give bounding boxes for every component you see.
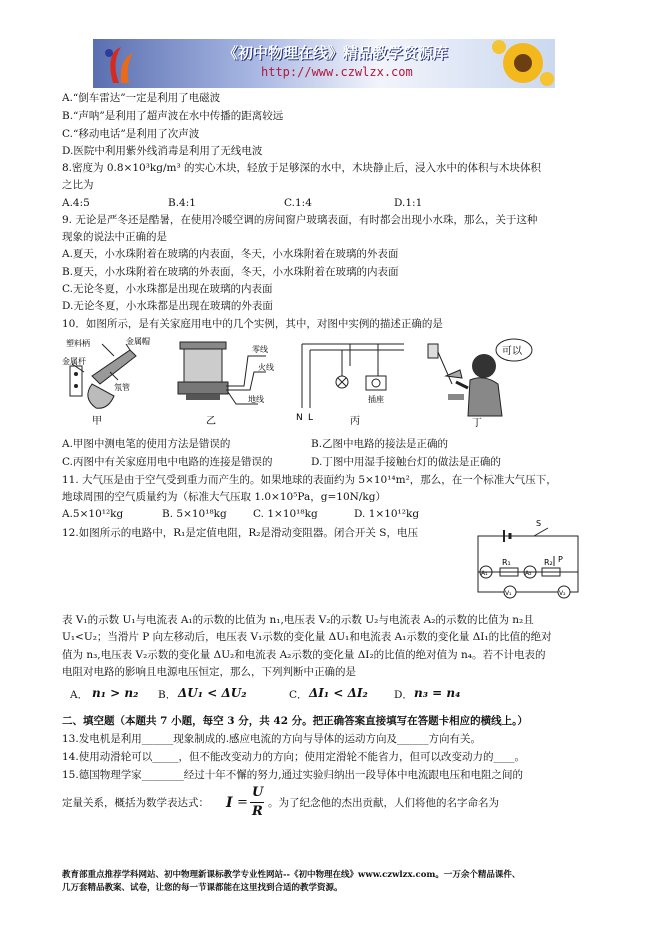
jia-label-neon: 氖管	[114, 383, 130, 392]
footer-line-2: 几万套精品教案、试卷，让您的每一节课都能在这里找到合适的教学资源。	[62, 883, 343, 893]
q7-option-b: B.“声呐”是利用了超声波在水中传播的距离较远	[62, 110, 284, 122]
yi-caption: 乙	[206, 416, 216, 426]
q13-stem: 13.发电机是利用______现象制成的.感应电流的方向与导体的运动方向及______方向有关。	[62, 733, 482, 745]
section-2-heading: 二、填空题（本题共 7 小题，每空 3 分，共 42 分。把正确答案直接填写在答题卡相应的横线上。）	[62, 715, 528, 727]
q12-circuit	[464, 520, 596, 610]
footer-line-1: 教育部重点推荐学科网站、初中物理新课标教学专业性网站--《初中物理在线》www.czwlzx.com。一万余个精品课件、	[62, 870, 521, 880]
q9-stem-cont: 现象的说法中正确的是	[62, 231, 167, 243]
q11-option-c: C. 1×10¹⁸kg	[253, 508, 318, 520]
q10-option-b: B.乙图中电路的接法是正确的	[311, 438, 449, 450]
circuit-label-s: S	[536, 520, 542, 528]
q12-stem-4: 值为 n₃,电压表 V₂示数的变化量 ΔU₂和电流表 A₂示数的变化量 ΔI₂的比值的绝对值为 n₄。若不计电表的	[62, 649, 546, 661]
q7-option-c: C.“移动电话”是利用了次声波	[62, 128, 200, 140]
q9-option-a: A.夏天，小水珠附着在玻璃的内表面，冬天，小水珠附着在玻璃的外表面	[62, 248, 399, 260]
q10-option-d: D.丁图中用湿手接触台灯的做法是正确的	[311, 456, 501, 468]
q12-option-a-key: A．	[70, 689, 89, 701]
q10-stem: 10．如图所示，是有关家庭用电中的几个实例，其中，对图中实例的描述正确的是	[62, 318, 443, 330]
circuit-label-a2: A₂	[525, 570, 532, 577]
q12-option-b-key: B．	[158, 689, 177, 701]
figure-bing	[294, 336, 414, 426]
q10-option-a: A.甲图中测电笔的使用方法是错误的	[62, 438, 231, 450]
jia-label-cap: 金属帽	[126, 337, 150, 346]
circuit-label-p: P	[558, 555, 563, 564]
circuit-label-a1: A₁	[481, 570, 488, 577]
q14-stem: 14.使用动滑轮可以_____，但不能改变动力的方向；使用定滑轮不能省力，但可以改变动力的____。	[62, 751, 525, 763]
q15-stem-cont-b: 。为了纪念他的杰出贡献，人们将他的名字命名为	[268, 797, 499, 809]
site-banner	[93, 39, 555, 88]
q11-stem-cont: 地球周围的空气质量约为（标准大气压取 1.0×10⁵Pa，g=10N/kg）	[62, 491, 386, 503]
circuit-label-v1: V₁	[505, 590, 512, 597]
q11-option-a: A.5×10¹²kg	[62, 508, 124, 520]
q10-option-c: C.丙图中有关家庭用电中电路的连接是错误的	[62, 456, 273, 468]
q7-option-a: A.“倒车雷达”一定是利用了电磁波	[62, 92, 221, 104]
banner-url: http://www.czwlzx.com	[261, 65, 413, 79]
q8-option-c: C.1:4	[284, 197, 312, 209]
circuit-label-r2: R₂	[544, 558, 553, 567]
formula-i: I	[226, 795, 233, 811]
bing-label-l: L	[308, 413, 314, 423]
formula-fraction-bar	[250, 802, 264, 803]
jia-label-plastic: 塑料柄	[66, 339, 90, 348]
jia-caption: 甲	[92, 416, 102, 426]
jia-label-rod: 金属杆	[62, 357, 86, 366]
q8-stem: 8.密度为 0.8×10³kg/m³ 的实心木块，轻放于足够深的水中，木块静止后，浸入水中的体积与木块体积	[62, 162, 542, 174]
site-logo	[99, 43, 143, 85]
q12-stem-2: 表 V₁的示数 U₁与电流表 A₁的示数的比值为 n₁,电压表 V₂的示数 U₂与电流表 A₂的示数的比值为 n₂且	[62, 614, 534, 626]
q12-stem-3: U₁<U₂；当滑片 P 向左移动后，电压表 V₁示数的变化量 ΔU₁和电流表 A₁示数的变化量 ΔI₁的比值的绝对	[62, 631, 552, 643]
q12-option-a: n₁ > n₂	[92, 686, 139, 700]
q15-stem-cont-a: 定量关系，概括为数学表达式：	[62, 797, 209, 809]
banner-title: 《初中物理在线》精品教学资源库	[223, 44, 449, 62]
yi-label-neutral: 零线	[252, 345, 268, 354]
q8-option-a: A.4:5	[62, 197, 90, 209]
yi-label-live: 火线	[258, 363, 274, 372]
q12-option-d: n₃ = n₄	[414, 686, 461, 700]
q12-option-c-key: C．	[289, 689, 308, 701]
q8-option-b: B.4:1	[168, 197, 196, 209]
figure-ding	[426, 336, 536, 428]
q15-stem: 15.德国物理学家________经过十年不懈的努力,通过实验归纳出一段导体中电流跟电压和电阻之间的	[62, 769, 524, 781]
figure-jia	[62, 336, 162, 426]
q9-option-d: D.无论冬夏，小水珠都是出现在玻璃的外表面	[62, 300, 273, 312]
circuit-label-r1: R₁	[502, 558, 511, 567]
bing-label-socket: 插座	[368, 395, 384, 404]
q12-option-c: ΔI₁ < ΔI₂	[309, 686, 368, 700]
bing-label-n: N	[296, 413, 303, 423]
q9-option-c: C.无论冬夏，小水珠都是出现在玻璃的内表面	[62, 283, 273, 295]
circuit-label-v2: V₂	[559, 590, 566, 597]
q8-stem-cont: 之比为	[62, 179, 94, 191]
formula-u: U	[252, 785, 264, 800]
formula-equals: =	[237, 795, 248, 810]
q9-stem: 9. 无论是严冬还是酷暑，在使用冷暖空调的房间窗户玻璃表面，有时都会出现小水珠，那么，关于这种	[62, 214, 538, 226]
q9-option-b: B.夏天，小水珠附着在玻璃的外表面，冬天，小水珠附着在玻璃的内表面	[62, 266, 399, 278]
q12-stem-5: 电阻对电路的影响且电源电压恒定，那么，下列判断中正确的是	[62, 666, 356, 678]
formula-r: R	[252, 804, 263, 819]
yi-label-ground: 地线	[248, 395, 264, 404]
q12-stem: 12.如图所示的电路中，R₁是定值电阻，R₂是滑动变阻器。闭合开关 S，电压	[62, 527, 418, 539]
q11-option-b: B. 5×10¹⁸kg	[162, 508, 227, 520]
bing-caption: 丙	[350, 416, 360, 426]
q8-option-d: D.1:1	[394, 197, 423, 209]
ding-caption: 丁	[472, 418, 482, 428]
q11-option-d: D. 1×10¹²kg	[354, 508, 420, 520]
sunflower-image	[491, 39, 555, 88]
q12-option-b: ΔU₁ < ΔU₂	[178, 686, 247, 700]
q11-stem: 11. 大气压是由于空气受到重力而产生的。如果地球的表面约为 5×10¹⁴m²，那么，在一个标准大气压下，	[62, 474, 557, 486]
q7-option-d: D.医院中利用紫外线消毒是利用了无线电波	[62, 145, 263, 157]
q12-option-d-key: D．	[394, 689, 413, 701]
ding-bubble: 可以	[502, 346, 522, 357]
figure-yi	[176, 336, 286, 426]
